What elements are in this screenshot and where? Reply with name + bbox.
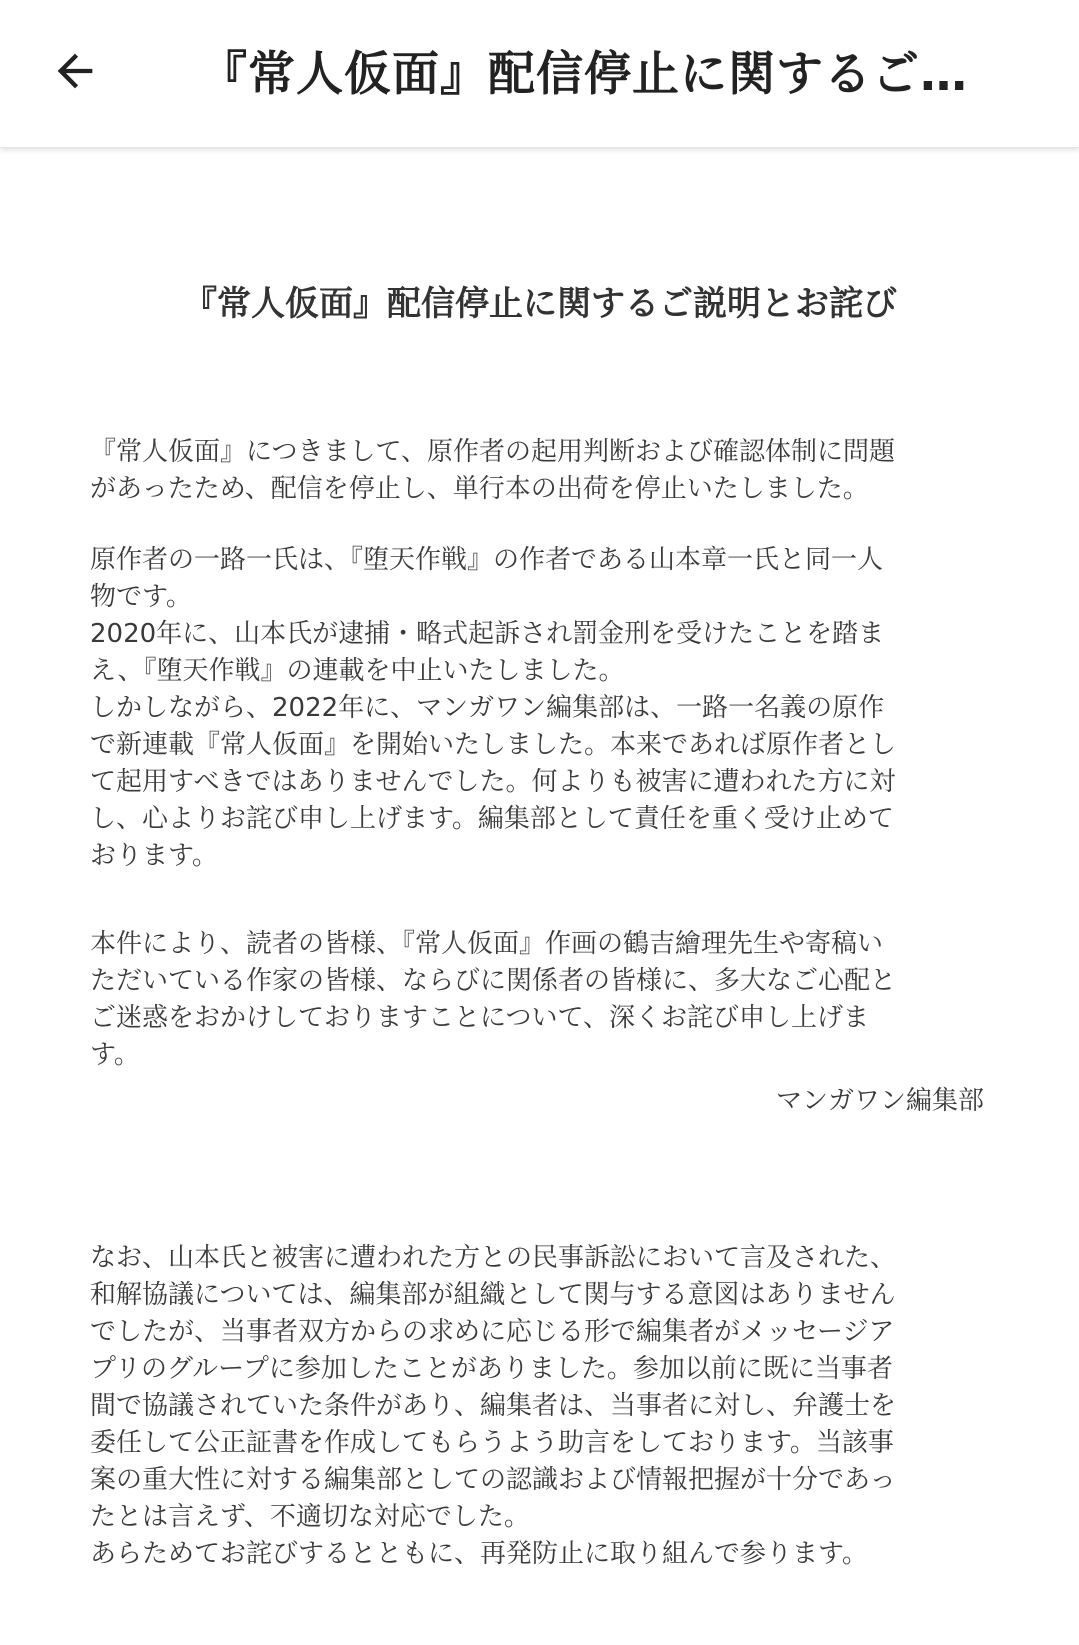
arrow-left-icon xyxy=(49,45,101,101)
back-button[interactable] xyxy=(40,38,110,108)
article-paragraph-4: なお、山本氏と被害に遭われた方との民事訴訟において言及された、 和解協議については、編集部が組織として関与する意図はありません でしたが、当事者双方からの求めに応じる形で編集者がメッセージア プリのグループに参加したことがありました。参加以前に既に当事者 間で協議されていた条件があり、編集者は、当事者に対し、弁護士を 委任して公正証書を作成してもらうよう助言をしております。当該事 案の重大性に対する編集部としての認識および情報把握が十分であっ たとは言えず、不適切な対応でした。 あらためてお詫びするとともに、再発防止に取り組んで参ります。 xyxy=(90,1243,897,1569)
app-bar xyxy=(0,0,1079,148)
article-content xyxy=(0,148,1079,1645)
app-bar-title: 『常人仮面』配信停止に関するご… xyxy=(200,47,968,102)
article-title: 『常人仮面』配信停止に関するご説明とお詫び xyxy=(183,284,897,324)
article-paragraph-2: 原作者の一路一氏は、『堕天作戦』の作者である山本章一氏と同一人 物です。 2020年に、山本氏が逮捕・略式起訴され罰金刑を受けたことを踏ま え、『堕天作戦』の連載を中止いたしました。 しかしながら、2022年に、マンガワン編集部は、一路一名義の原作 で新連載『常人仮面』を開始いたしました。本来であれば原作者とし て起用すべきではありませんでした。何よりも被害に遭われた方に対 し、心よりお詫び申し上げます。編集部として責任を重く受け止めて おります。 xyxy=(90,545,897,871)
article-signature: マンガワン編集部 xyxy=(775,1086,984,1116)
article-paragraph-1: 『常人仮面』につきまして、原作者の起用判断および確認体制に問題 があったため、配信を停止し、単行本の出荷を停止いたしました。 xyxy=(90,437,895,504)
article-paragraph-3: 本件により、読者の皆様、『常人仮面』作画の鶴吉繪理先生や寄稿い ただいている作家の皆様、ならびに関係者の皆様に、多大なご心配と ご迷惑をおかけしておりますことについて、深くお詫び申し上げま す。 xyxy=(90,929,897,1070)
